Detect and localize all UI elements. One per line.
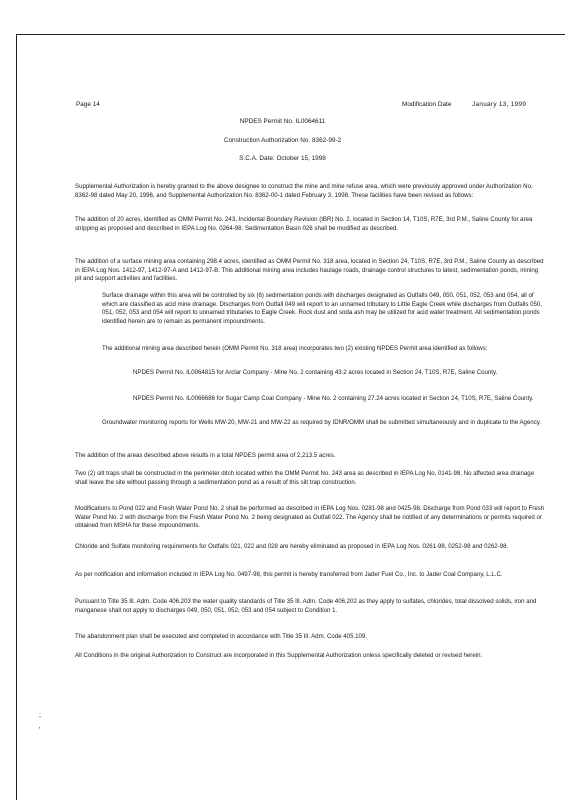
paragraph-additional-mining-area: The additional mining area described herein (OMM Permit No. 318 area) incorporates two (2) existing NPDES Permit area identified as follows: bbox=[102, 345, 488, 352]
paragraph-surface-mining-area: The addition of a surface mining area containing 298.4 acres, identified as OMM Permit No. 318 area, located in Section 24, T10S, R7E, 3rd P.M., Saline County as described in IEPA Log Nos. 1412-97, 1412-97-A and 1412-97-B. This additional mining area includes haulage roads, drainage control structures to latest, sedimentation ponds, mining pit and support activities and facilities. bbox=[75, 258, 544, 283]
paragraph-permit-transfer: As per notification and information included in IEPA Log No. 0497-98, this permit is hereby transferred from Jader Fuel Co., Inc. to Jader Coal Company, L.L.C. bbox=[75, 571, 503, 578]
paragraph-abandonment-plan: The abandonment plan shall be executed and completed in accordance with Title 35 Ill. Adm. Code 405.109. bbox=[75, 633, 368, 640]
paragraph-total-permit-area: The addition of the areas described above results in a total NPDES permit area of 2,213.5 acres. bbox=[75, 452, 336, 459]
paragraph-addition-20-acres: The addition of 20 acres, identified as OMM Permit No. 243, Incidental Boundary Revision (IBR) No. 2, located in Section 14, T10S, R7E, 3rd P.M., Saline County for area stripping as proposed and described in IEPA Log No. 0264-98. Sedimentation Basin 026 shall be modified as described. bbox=[75, 216, 533, 232]
scan-border-left bbox=[16, 34, 17, 800]
paragraph-conditions: All Conditions in the original Authorization to Construct are incorporated in this Supplemental Authorization unless specifically deleted or revised herein. bbox=[75, 652, 483, 659]
paragraph-npdes-sugar-camp: NPDES Permit No. IL0066686 for Sugar Camp Coal Company - Mine No. 2 containing 27.24 acres located in Section 24, T10S, R7E, Saline County. bbox=[133, 395, 534, 402]
authorization-number-title: Construction Authorization No. 8362-99-2 bbox=[223, 137, 342, 144]
paragraph-pond-modifications: Modifications to Pond 022 and Fresh Water Pond No. 2 shall be performed as described in IEPA Log Nos. 0281-98 and 0425-98. Discharge from Pond 033 will report to Fresh Water Pond No. 2 with discharge from the Fresh Water Pond No. 2 being designated as Outfall 022. The Agency shall be notified of any determinations or permits required or obtained from MSHA for these impoundments. bbox=[75, 505, 545, 530]
modification-label: Modification Date bbox=[402, 101, 452, 108]
paragraph-chloride-sulfate: Chloride and Sulfate monitoring requirements for Outfalls 021, 022 and 028 are hereby eliminated as proposed in IEPA Log Nos. 0261-98, 0252-98 and 0262-98. bbox=[75, 543, 509, 550]
paragraph-water-quality: Pursuant to Title 35 Ill. Adm. Code 406.203 the water quality standards of Title 35 Ill. Adm. Code 406.202 as they apply to sulfates, chlorides, total dissolved solids, iron and manganese shall not apply to discharges 049, 050, 051, 052, 053 and 054 subject to Condition 1. bbox=[75, 598, 537, 614]
scan-speck: ' bbox=[39, 727, 41, 734]
paragraph-surface-drainage: Surface drainage within this area will be controlled by six (6) sedimentation ponds with discharges designated as Outfalls 049, 050, 051, 052, 053 and 054, all of which are classified as acid mine drainage. Discharges from Outfall 049 will report to an unnamed tributary to Little Eagle Creek while discharges from Outfalls 050, 051, 052, 053 and 054 will report to unnamed tributaries to Eagle Creek. Rock dust and soda ash may be utilized for acid water treatment. All sedimentation ponds identified herein are to remain as permanent impoundments. bbox=[102, 292, 542, 325]
scan-border-top bbox=[16, 34, 565, 35]
paragraph-groundwater-monitoring: Groundwater monitoring reports for Wells MW-20, MW-21 and MW-22 as required by IDNR/OMM shall be submitted simultaneously and in duplicate to the Agency. bbox=[102, 419, 542, 426]
paragraph-intro: Supplemental Authorization is hereby granted to the above designee to construct the mine and mine refuse area, which were previously approved under Authorization No. 8362-98 dated May 20, 1996, and Supplemental Authorization No. 8362-00-1 dated February 3, 1998. These facilities have been revised as follows: bbox=[75, 183, 533, 199]
paragraph-npdes-arclar: NPDES Permit No. IL0064815 for Arclar Company - Mine No. 2 containing 43.2 acres located in Section 24, T10S, R7E, Saline County. bbox=[133, 369, 498, 376]
modification-date: January 13, 1999 bbox=[472, 101, 527, 108]
scan-speck: ; bbox=[39, 712, 41, 719]
page-number: Page 14 bbox=[76, 101, 100, 108]
paragraph-silt-traps: Two (2) silt traps shall be constructed in the perimeter ditch located within the OMM Permit No. 243 area as described in IEPA Log No. 0141-98. No affected area drainage shall leave the site without passing through a sedimentation pond as a result of this silt trap construction. bbox=[75, 470, 535, 486]
permit-number-title: NPDES Permit No. IL0064611 bbox=[239, 118, 326, 125]
sca-date-title: S.C.A. Date: October 15, 1998 bbox=[239, 155, 326, 162]
